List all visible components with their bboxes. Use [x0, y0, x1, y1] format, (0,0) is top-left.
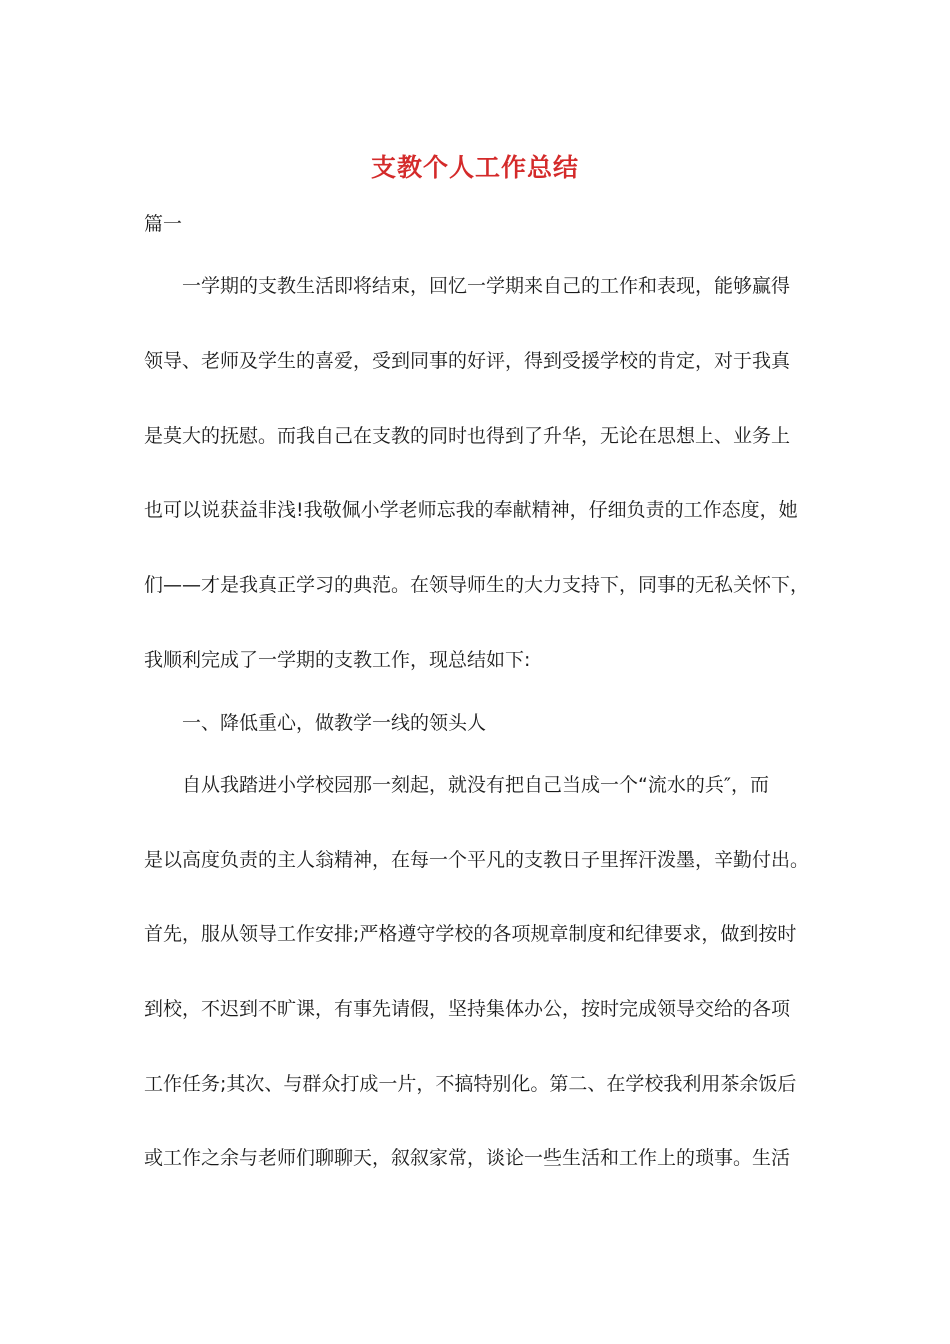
- paragraph-line: 或工作之余与老师们聊聊天，叙叙家常，谈论一些生活和工作上的琐事。生活: [144, 1147, 791, 1169]
- paragraph-line: 我顺利完成了一学期的支教工作，现总结如下:: [144, 649, 531, 671]
- paragraph-line: 也可以说获益非浅!我敬佩小学老师忘我的奉献精神，仔细负责的工作态度，她: [144, 499, 798, 521]
- paragraph-line: 到校，不迟到不旷课，有事先请假，坚持集体办公，按时完成领导交给的各项: [144, 998, 791, 1020]
- paragraph-line: 工作任务;其次、与群众打成一片，不搞特别化。第二、在学校我利用茶余饭后: [144, 1073, 797, 1095]
- paragraph-line: 一学期的支教生活即将结束，回忆一学期来自己的工作和表现，能够赢得: [182, 275, 791, 297]
- paragraph-line: 首先，服从领导工作安排;严格遵守学校的各项规章制度和纪律要求，做到按时: [144, 923, 797, 945]
- section-heading: 一、降低重心，做教学一线的领头人: [182, 712, 487, 734]
- section-label: 篇一: [144, 213, 183, 235]
- document-title: 支教个人工作总结: [370, 153, 579, 182]
- paragraph-line: 自从我踏进小学校园那一刻起，就没有把自己当成一个“流水的兵″，而: [182, 774, 769, 796]
- paragraph-line: 们——才是我真正学习的典范。在领导师生的大力支持下，同事的无私关怀下，: [144, 574, 810, 596]
- paragraph-line: 是以高度负责的主人翁精神，在每一个平凡的支教日子里挥汗泼墨，辛勤付出。: [144, 849, 810, 871]
- paragraph-line: 是莫大的抚慰。而我自己在支教的同时也得到了升华，无论在思想上、业务上: [144, 425, 791, 447]
- paragraph-line: 领导、老师及学生的喜爱，受到同事的好评，得到受援学校的肯定，对于我真: [144, 350, 791, 372]
